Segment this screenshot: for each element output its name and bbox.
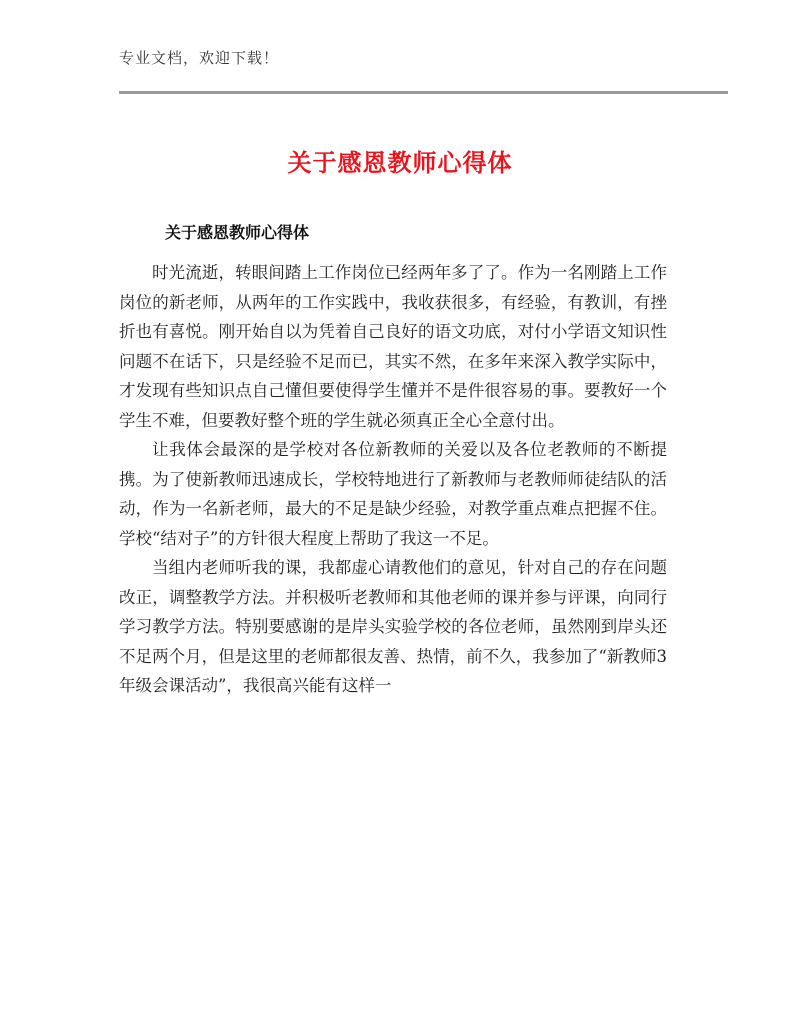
paragraph-1: 时光流逝，转眼间踏上工作岗位已经两年多了了。作为一名刚踏上工作岗位的新老师，从两年的工作实践中，我收获很多，有经验，有教训，有挫折也有喜悦。刚开始自以为凭着自己良好的语文功底，对付小学语文知识性问题不在话下，只是经验不足而已，其实不然，在多年来深入教学实际中，才发现有些知识点自己懂但要使得学生懂并不是件很容易的事。要教好一个学生不难，但要教好整个班的学生就必须真正全心全意付出。 (119, 263, 667, 430)
header-divider (119, 91, 728, 94)
paragraph-3: 当组内老师听我的课，我都虚心请教他们的意见，针对自己的存在问题改正，调整教学方法。并积极听老教师和其他老师的课并参与评课，向同行学习教学方法。特别要感谢的是岸头实验学校的各位老师，虽然刚到岸头还不足两个月，但是这里的老师都很友善、热情，前不久，我参加了“新教师3年级会课活动”，我很高兴能有这样一 (119, 558, 667, 695)
paragraph-2: 让我体会最深的是学校对各位新教师的关爱以及各位老教师的不断提携。为了使新教师迅速成长，学校特地进行了新教师与老教师师徒结队的活动，作为一名新老师，最大的不足是缺少经验，对教学重点难点把握不住。学校“结对子”的方针很大程度上帮助了我这一不足。 (119, 440, 667, 548)
header-note: 专业文档，欢迎下载！ (119, 49, 280, 67)
document-body (119, 258, 667, 701)
document-subtitle: 关于感恩教师心得体 (165, 223, 310, 242)
document-title: 关于感恩教师心得体 (287, 149, 513, 177)
